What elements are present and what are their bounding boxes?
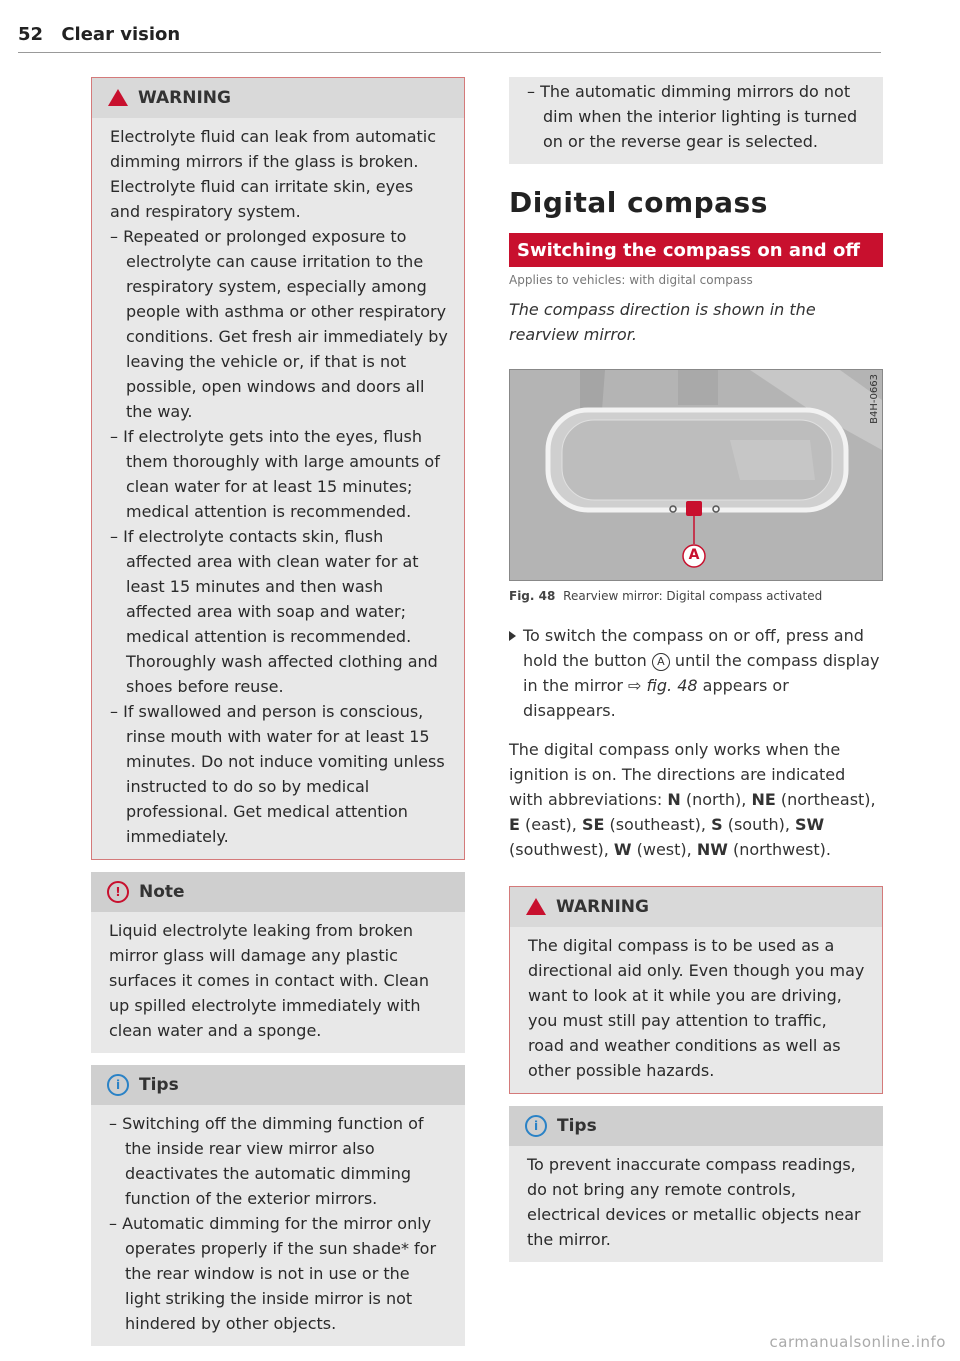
- tips-item: – Automatic dimming for the mirror only operates properly if the sun shade* for the rear window is not in use or the light striking the inside mirror is not hindered by other objects.: [109, 1214, 437, 1333]
- warning-intro: Electrolyte fluid can leak from automatic dimming mirrors if the glass is broken. Electrolyte fluid can irritate skin, eyes and respiratory system.: [110, 127, 437, 221]
- compass-warning-text: The digital compass is to be used as a directional aid only. Even though you may want to look at it while you are driving, you must still pay attention to traffic, road and weather conditions as well as other possible hazards.: [528, 936, 865, 1080]
- intro-text: The compass direction is shown in the rearview mirror.: [509, 300, 816, 344]
- mirror-figure: [509, 369, 883, 581]
- section-title: Clear vision: [61, 24, 181, 45]
- compass-warning-header: [510, 887, 882, 927]
- figure-caption-text: Rearview mirror: Digital compass activated: [563, 589, 823, 603]
- tips-title-right: Tips: [557, 1115, 597, 1136]
- watermark: carmanualsonline.info: [769, 1333, 946, 1351]
- tips-header-right: [509, 1106, 883, 1146]
- section-heading: Digital compass: [509, 186, 768, 219]
- note-header: [91, 872, 465, 912]
- figure-label: Fig. 48: [509, 589, 556, 603]
- tips-header: [91, 1065, 465, 1105]
- right-column: [509, 77, 883, 1262]
- tips-box-right: [509, 1106, 883, 1262]
- tips-body-right: [509, 1146, 883, 1262]
- warning-item: – If electrolyte contacts skin, flush affected area with clean water for at least 15 minutes and then wash affected area with soap and water; medical attention is recommended. Thoroughly wash affected clothing and shoes before reuse.: [110, 527, 438, 696]
- dimming-note-body: [509, 77, 883, 164]
- tips-box-left: [91, 1065, 465, 1346]
- note-box: [91, 872, 465, 1053]
- note-title: Note: [139, 881, 185, 902]
- note-text: Liquid electrolyte leaking from broken mirror glass will damage any plastic surfaces it comes in contact with. Clean up spilled electrolyte immediately with clean water and a sponge.: [109, 921, 429, 1040]
- applies-to: Applies to vehicles: with digital compass: [509, 273, 753, 287]
- compass-warning-box: [509, 886, 883, 1094]
- step-item: To switch the compass on or off, press and hold the button A until the compass display in the mirror ⇨ fig. 48 appears or disappears.: [509, 623, 883, 723]
- figure-code: B4H-0663: [869, 374, 880, 424]
- tips-text-right: To prevent inaccurate compass readings, do not bring any remote controls, electrical devices or metallic objects near the mirror.: [527, 1155, 861, 1249]
- figure-callout: A: [688, 547, 700, 563]
- warning-box: [91, 77, 465, 860]
- warning-body: [92, 118, 464, 859]
- tips-item: – Switching off the dimming function of the inside rear view mirror also deactivates the automatic dimming function of the exterior mirrors.: [109, 1114, 424, 1208]
- compass-warning-title: WARNING: [556, 896, 649, 917]
- compass-warning-body: [510, 927, 882, 1093]
- warning-header: [92, 78, 464, 118]
- button-callout: A: [652, 653, 670, 671]
- subsection-bar: [509, 233, 883, 267]
- warning-item: – Repeated or prolonged exposure to electrolyte can cause irritation to the respiratory system, especially among people with asthma or other respiratory conditions. Get fresh air immediately by leaving the vehicle or, if that is not possible, open windows and doors all the way.: [110, 227, 448, 421]
- exclamation-circle-icon: !: [107, 881, 129, 903]
- figure-ref-link[interactable]: ⇨ fig. 48: [628, 676, 698, 695]
- header-rule: [18, 52, 881, 53]
- warning-item: – If swallowed and person is conscious, rinse mouth with water for at least 15 minutes. Do not induce vomiting unless instructed to do so by medical professional. Get medical attention immediately.: [110, 702, 445, 846]
- compass-description: The digital compass only works when the ignition is on. The directions are indicated with abbreviations: N (north), NE (northeast), E (east), SE (southeast), S (south), SW (southwest), W (west), NW (northwest).: [509, 740, 876, 859]
- info-circle-icon: i: [107, 1074, 129, 1096]
- dimming-note-box: [509, 77, 883, 164]
- info-circle-icon: i: [525, 1115, 547, 1137]
- page-header: [18, 24, 180, 45]
- warning-triangle-icon: [526, 898, 546, 915]
- dimming-note-item: – The automatic dimming mirrors do not dim when the interior lighting is turned on or the reverse gear is selected.: [527, 82, 858, 151]
- page-number: 52: [18, 24, 44, 45]
- warning-item: – If electrolyte gets into the eyes, flush them thoroughly with large amounts of clean water for at least 15 minutes; medical attention is recommended.: [110, 427, 440, 521]
- tips-title: Tips: [139, 1074, 179, 1095]
- left-column: [91, 77, 465, 1346]
- tips-body: [91, 1105, 465, 1346]
- figure-caption: [509, 589, 883, 603]
- warning-triangle-icon: [108, 89, 128, 106]
- subsection-title: Switching the compass on and off: [517, 239, 860, 261]
- step-arrow-icon: [509, 631, 516, 641]
- warning-title: WARNING: [138, 87, 231, 108]
- note-body: [91, 912, 465, 1053]
